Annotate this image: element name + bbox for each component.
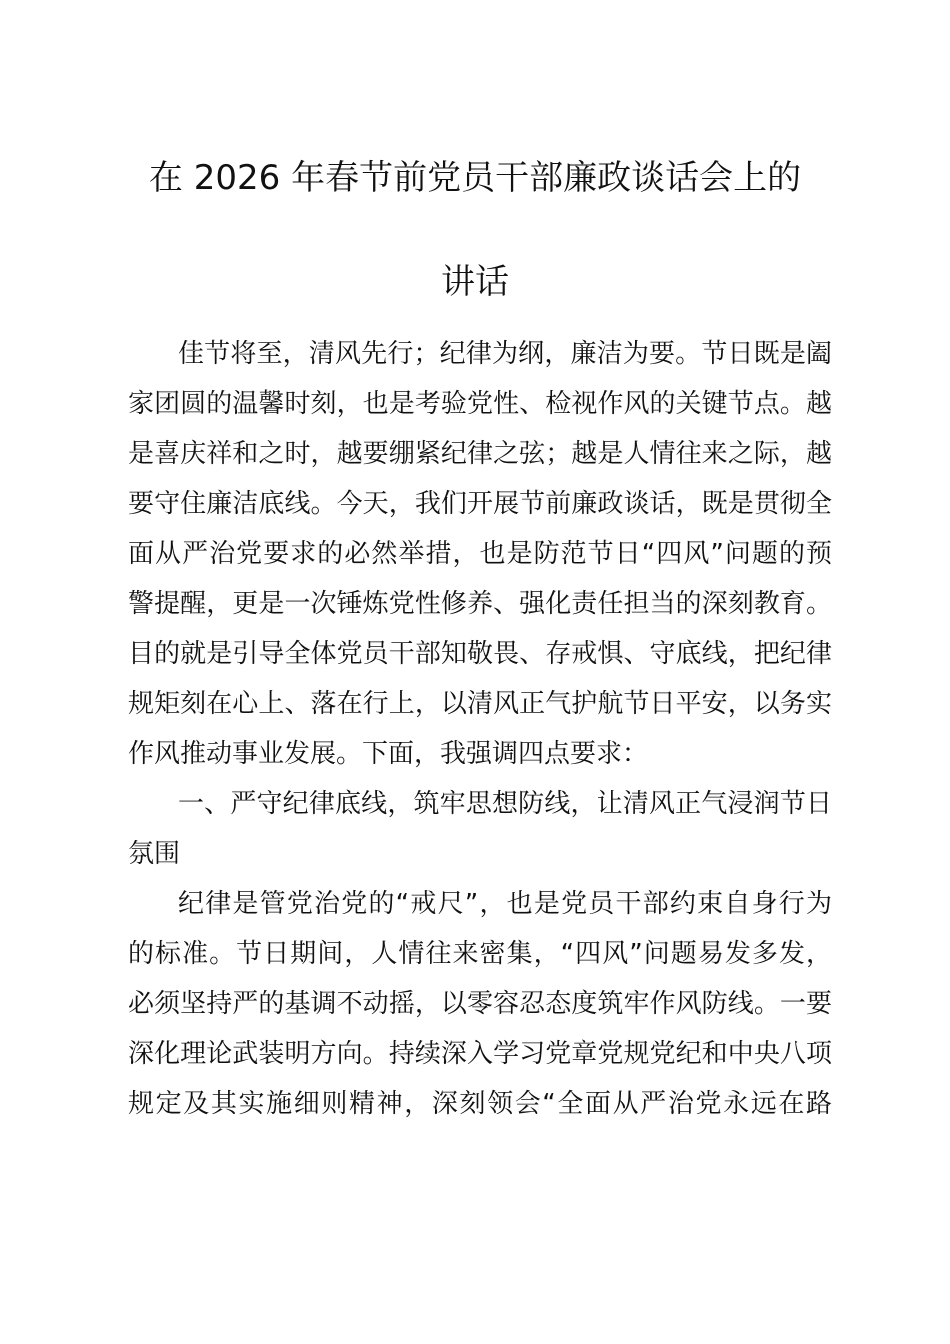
paragraph-line: 佳节将至，清风先行；纪律为纲，廉洁为要。节日既是阖: [178, 339, 832, 369]
heading-line: 一、严守纪律底线，筑牢思想防线，让清风正气浸润节日: [178, 789, 832, 819]
paragraph-line: 要守住廉洁底线。今天，我们开展节前廉政谈话，既是贯彻全: [128, 489, 832, 519]
paragraph-line: 面从严治党要求的必然举措，也是防范节日“四风”问题的预: [128, 539, 832, 569]
paragraph-line: 家团圆的温馨时刻，也是考验党性、检视作风的关键节点。越: [128, 389, 832, 419]
paragraph-line: 必须坚持严的基调不动摇，以零容忍态度筑牢作风防线。一要: [128, 989, 832, 1019]
document-title-line-2: 讲话: [441, 262, 509, 302]
paragraph-line: 规矩刻在心上、落在行上，以清风正气护航节日平安，以务实: [128, 689, 832, 719]
paragraph-line: 是喜庆祥和之时，越要绷紧纪律之弦；越是人情往来之际，越: [128, 439, 832, 469]
paragraph-line: 作风推动事业发展。下面，我强调四点要求：: [128, 739, 649, 769]
paragraph-line: 深化理论武装明方向。持续深入学习党章党规党纪和中央八项: [128, 1039, 832, 1069]
paragraph-line: 纪律是管党治党的“戒尺”，也是党员干部约束自身行为: [178, 889, 832, 919]
paragraph-line: 的标准。节日期间，人情往来密集，“四风”问题易发多发，: [128, 939, 832, 969]
heading-line: 氛围: [128, 839, 181, 869]
paragraph-line: 警提醒，更是一次锤炼党性修养、强化责任担当的深刻教育。: [128, 589, 832, 619]
paragraph-line: 规定及其实施细则精神，深刻领会“全面从严治党永远在路: [128, 1089, 832, 1119]
paragraph-line: 目的就是引导全体党员干部知敬畏、存戒惧、守底线，把纪律: [128, 639, 832, 669]
document-title-line-1: 在 2026 年春节前党员干部廉政谈话会上的: [148, 158, 802, 198]
